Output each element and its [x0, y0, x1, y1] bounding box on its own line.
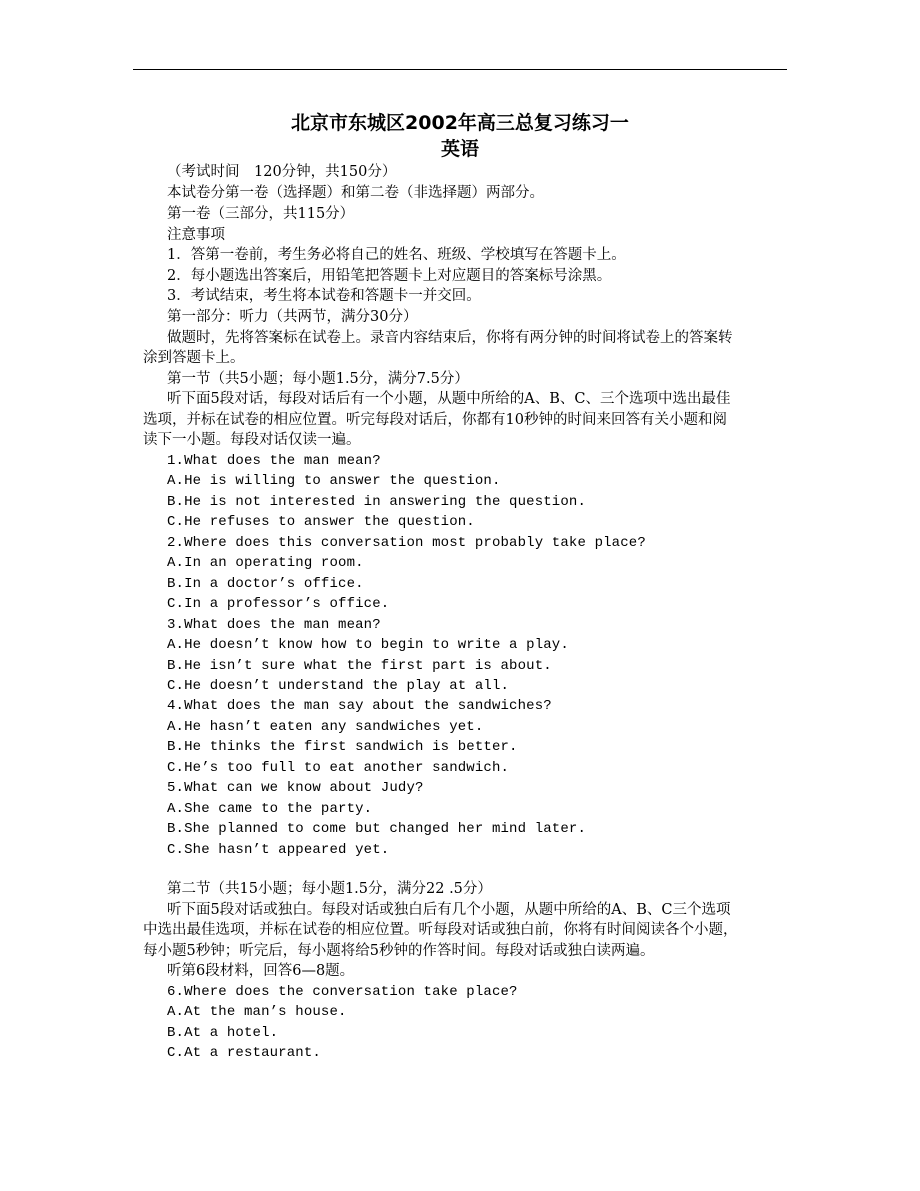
option-line: A.She came to the party. — [167, 801, 373, 817]
option-line: B.He is not interested in answering the question. — [167, 494, 587, 510]
section-one-heading: 第一节（共5小题；每小题1.5分，满分7.5分） — [167, 371, 469, 387]
volume-one-heading: 第一卷（三部分，共115分） — [167, 206, 355, 222]
section-two-instruction: 听下面5段对话或独白。每段对话或独白后有几个小题，从题中所给的A、B、C三个选项 — [167, 902, 731, 918]
exam-time: （考试时间 120分钟，共150分） — [167, 164, 397, 180]
note-item: 3．考试结束，考生将本试卷和答题卡一并交回。 — [167, 288, 481, 304]
option-line: B.He isn’t sure what the first part is about. — [167, 658, 552, 674]
option-line: C.He refuses to answer the question. — [167, 514, 475, 530]
section-one-instruction: 读下一小题。每段对话仅读一遍。 — [143, 432, 361, 448]
document-title: 北京市东城区2002年高三总复习练习一 — [291, 112, 629, 134]
option-line: B.He thinks the first sandwich is better. — [167, 739, 518, 755]
note-item: 2．每小题选出答案后，用铅笔把答题卡上对应题目的答案标号涂黑。 — [167, 268, 612, 284]
note-item: 1．答第一卷前，考生务必将自己的姓名、班级、学校填写在答题卡上。 — [167, 247, 626, 263]
question-line: 6.Where does the conversation take place? — [167, 984, 518, 1000]
option-line: C.She hasn’t appeared yet. — [167, 842, 390, 858]
option-line: C.He’s too full to eat another sandwich. — [167, 760, 510, 776]
header-rule — [133, 69, 787, 70]
material-heading: 听第6段材料，回答6—8题。 — [167, 963, 355, 979]
subject-title: 英语 — [440, 138, 479, 160]
exam-composition: 本试卷分第一卷（选择题）和第二卷（非选择题）两部分。 — [167, 185, 544, 201]
section-one-instruction: 选项，并标在试卷的相应位置。听完每段对话后，你都有10秒钟的时间来回答有关小题和阅 — [143, 412, 727, 428]
option-line: B.She planned to come but changed her mind later. — [167, 821, 587, 837]
option-line: A.He doesn’t know how to begin to write a play. — [167, 637, 569, 653]
option-line: A.At the man’s house. — [167, 1004, 347, 1020]
option-line: A.In an operating room. — [167, 555, 364, 571]
option-line: C.In a professor’s office. — [167, 596, 390, 612]
section-one-instruction: 听下面5段对话，每段对话后有一个小题，从题中所给的A、B、C、三个选项中选出最佳 — [167, 391, 731, 407]
section-two-instruction: 每小题5秒钟；听完后，每小题将给5秒钟的作答时间。每段对话或独白读两遍。 — [143, 943, 655, 959]
notes-heading: 注意事项 — [167, 227, 225, 243]
option-line: B.In a doctor’s office. — [167, 576, 364, 592]
option-line: C.At a restaurant. — [167, 1045, 321, 1061]
option-line: C.He doesn’t understand the play at all. — [167, 678, 510, 694]
option-line: B.At a hotel. — [167, 1025, 279, 1041]
question-line: 1.What does the man mean? — [167, 453, 381, 469]
section-two-heading: 第二节（共15小题；每小题1.5分，满分22 .5分） — [167, 881, 492, 897]
part-one-instruction: 做题时，先将答案标在试卷上。录音内容结束后，你将有两分钟的时间将试卷上的答案转 — [167, 330, 733, 346]
section-two-instruction: 中选出最佳选项，并标在试卷的相应位置。听每段对话或独白前，你将有时间阅读各个小题， — [143, 922, 738, 938]
question-line: 2.Where does this conversation most probably take place? — [167, 535, 646, 551]
question-line: 5.What can we know about Judy? — [167, 780, 424, 796]
part-one-instruction: 涂到答题卡上。 — [143, 350, 245, 366]
question-line: 4.What does the man say about the sandwiches? — [167, 698, 552, 714]
part-one-heading: 第一部分：听力（共两节，满分30分） — [167, 309, 418, 325]
question-line: 3.What does the man mean? — [167, 617, 381, 633]
option-line: A.He hasn’t eaten any sandwiches yet. — [167, 719, 484, 735]
option-line: A.He is willing to answer the question. — [167, 473, 501, 489]
